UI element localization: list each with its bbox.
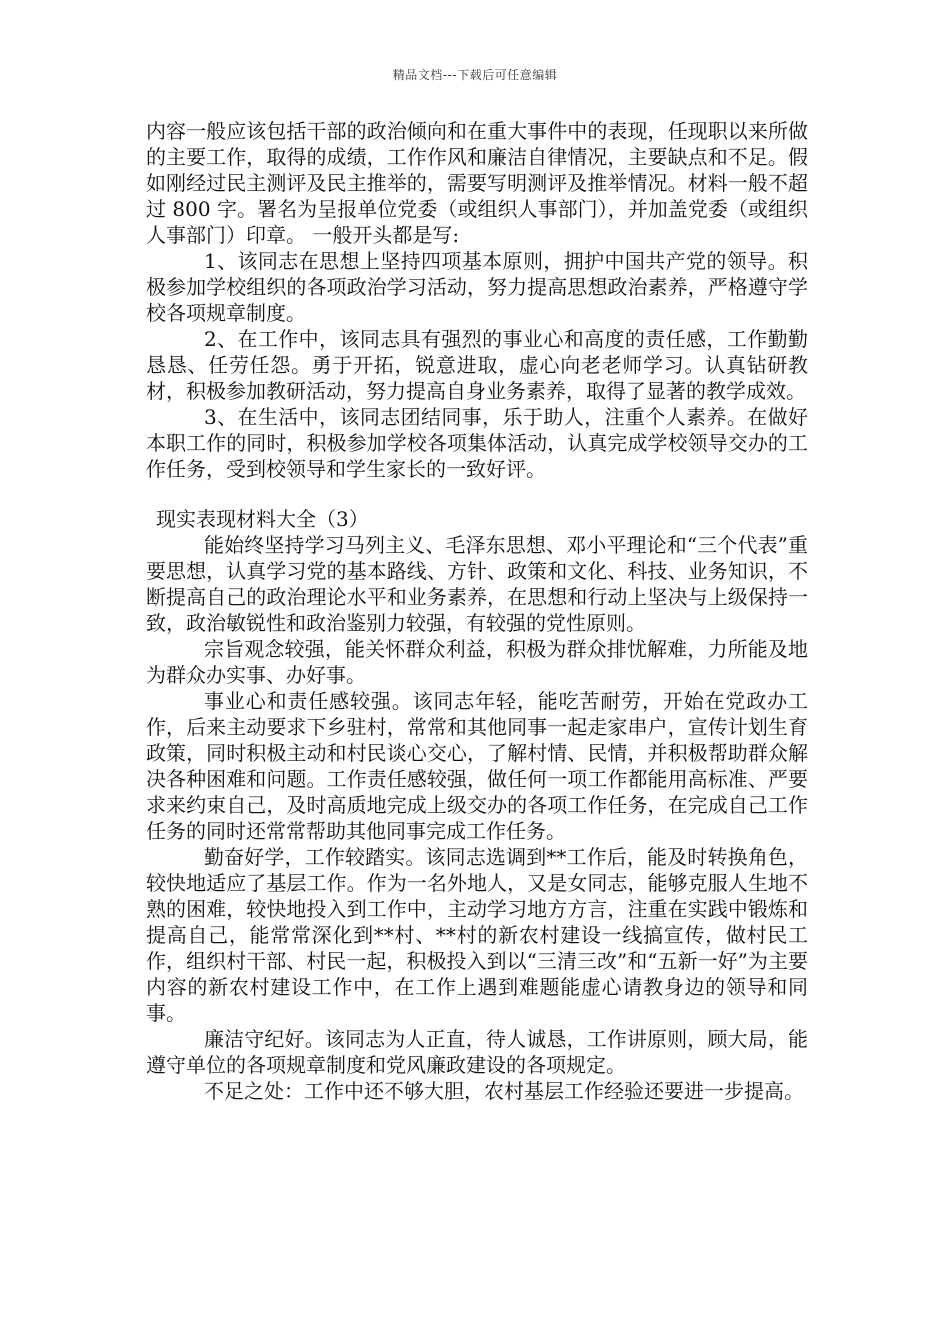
body-paragraph: 勤奋好学，工作较踏实。该同志选调到**工作后，能及时转换角色，较快地适应了基层工作。作为一名外地人，又是女同志，能够克服人生地不熟的困难，较快地投入到工作中，主动学习地方方言，注重在实践中锻炼和提高自己，能常常深化到**村、**村的新农村建设一线搞宣传，做村民工作，组织村干部、村民一起，积极投入到以“三清三改”和“五新一好”为主要内容的新农村建设工作中，在工作上遇到难题能虚心请教身边的领导和同事。 bbox=[146, 845, 808, 1025]
body-paragraph: 能始终坚持学习马列主义、毛泽东思想、邓小平理论和“三个代表”重要思想，认真学习党的基本路线、方针、政策和文化、科技、业务知识，不断提高自己的政治理论水平和业务素养，在思想和行动上坚决与上级保持一致，政治敏锐性和政治鉴别力较强，有较强的党性原则。 bbox=[146, 533, 808, 635]
section-heading: 现实表现材料大全（3） bbox=[156, 507, 369, 531]
page-header: 精品文档---下载后可任意编辑 bbox=[392, 68, 558, 82]
body-paragraph: 1、该同志在思想上坚持四项基本原则，拥护中国共产党的领导。积极参加学校组织的各项政治学习活动，努力提高思想政治素养，严格遵守学校各项规章制度。 bbox=[146, 249, 808, 325]
intro-paragraph: 内容一般应该包括干部的政治倾向和在重大事件中的表现，任现职以来所做的主要工作，取得的成绩，工作作风和廉洁自律情况，主要缺点和不足。假如刚经过民主测评及民主推举的，需要写明测评及推举情况。材料一般不超过 800 字。署名为呈报单位党委（或组织人事部门），并加盖党委（或组织人事部门）印章。 一般开头都是写: bbox=[146, 119, 808, 247]
body-paragraph: 宗旨观念较强，能关怀群众利益，积极为群众排忧解难，力所能及地为群众办实事、办好事。 bbox=[146, 637, 808, 687]
body-paragraph: 不足之处：工作中还不够大胆，农村基层工作经验还要进一步提高。 bbox=[204, 1079, 804, 1103]
document-body bbox=[146, 118, 808, 1104]
body-paragraph: 廉洁守纪好。该同志为人正直，待人诚恳，工作讲原则，顾大局，能遵守单位的各项规章制度和党风廉政建设的各项规定。 bbox=[146, 1027, 808, 1077]
body-paragraph: 事业心和责任感较强。该同志年轻，能吃苦耐劳，开始在党政办工作，后来主动要求下乡驻村，常常和其他同事一起走家串户，宣传计划生育政策，同时积极主动和村民谈心交心，了解村情、民情，并积极帮助群众解决各种困难和问题。工作责任感较强，做任何一项工作都能用高标准、严要求来约束自己，及时高质地完成上级交办的各项工作任务，在完成自己工作任务的同时还常常帮助其他同事完成工作任务。 bbox=[146, 689, 808, 843]
body-paragraph: 3、在生活中，该同志团结同事，乐于助人，注重个人素养。在做好本职工作的同时，积极参加学校各项集体活动，认真完成学校领导交办的工作任务，受到校领导和学生家长的一致好评。 bbox=[146, 405, 808, 481]
body-paragraph: 2、在工作中，该同志具有强烈的事业心和高度的责任感，工作勤勤恳恳、任劳任怨。勇于开拓，锐意进取，虚心向老老师学习。认真钻研教材，积极参加教研活动，努力提高自身业务素养，取得了显著的教学成效。 bbox=[146, 327, 808, 403]
